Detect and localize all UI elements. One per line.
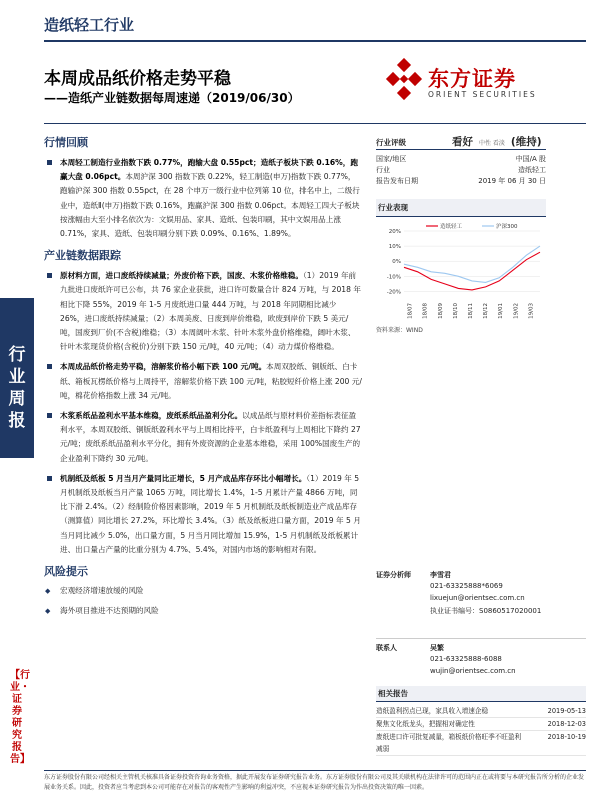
section-heading-review: 行情回顾 bbox=[44, 136, 88, 149]
info-key: 国家/地区 bbox=[376, 155, 407, 163]
legend-label: 造纸轻工 bbox=[440, 224, 463, 230]
y-tick-label: 0% bbox=[392, 259, 401, 266]
side-report-type: 【行业・证券研究报告】 bbox=[10, 670, 30, 765]
bullet-lead: 本周轻工制造行业指数下跌 0.77%，跑输大盘 0.55pct；造纸子板块下跌 0.16%，跑赢大盘 0.06pct。 bbox=[60, 158, 358, 182]
header-divider bbox=[44, 123, 586, 124]
brand-name-en: ORIENT SECURITIES bbox=[428, 90, 537, 99]
side-tab-label: 行业周报 bbox=[8, 345, 26, 431]
rating-keep: (维持) bbox=[510, 136, 542, 148]
performance-chart bbox=[376, 221, 546, 325]
info-value: 造纸轻工 bbox=[518, 166, 546, 174]
info-row bbox=[376, 176, 546, 187]
rating-label: 行业评级 bbox=[376, 138, 406, 147]
analyst-email-row bbox=[376, 594, 586, 606]
orient-logo-icon bbox=[384, 58, 424, 104]
info-row bbox=[376, 165, 546, 176]
info-key: 行业 bbox=[376, 166, 390, 174]
y-tick-label: -10% bbox=[386, 274, 401, 281]
info-row bbox=[376, 154, 546, 165]
x-tick-label: 18/08 bbox=[422, 303, 429, 319]
report-subtitle: ——造纸产业链数据每周速递（2019/06/30） bbox=[44, 91, 300, 105]
chain-bullet bbox=[44, 269, 362, 354]
y-tick-label: -20% bbox=[386, 289, 401, 296]
contact-phone-row bbox=[376, 655, 586, 667]
related-reports bbox=[376, 686, 586, 756]
report-title: 本周成品纸价格走势平稳 bbox=[44, 69, 231, 89]
contact-email[interactable]: wujin@orientsec.com.cn bbox=[430, 667, 516, 675]
top-divider bbox=[44, 40, 586, 42]
x-tick-label: 18/09 bbox=[437, 303, 444, 319]
related-title[interactable]: 废纸进口许可批复减量，箱板纸价格旺季不旺盈利减弱 bbox=[376, 733, 522, 753]
analyst-license-row bbox=[376, 606, 586, 618]
chain-bullet bbox=[44, 472, 362, 557]
bullet-lead: 机制纸及纸板 5 月当月产量同比正增长，5 月产成品库存环比小幅增长。 bbox=[60, 473, 307, 483]
analyst-email[interactable]: lixuejun@orientsec.com.cn bbox=[430, 594, 525, 602]
analyst-phone-row bbox=[376, 582, 586, 594]
related-date: 2018-12-03 bbox=[547, 720, 586, 728]
performance-heading: 行业表现 bbox=[376, 199, 546, 217]
analyst-phone: 021-63325888*6069 bbox=[430, 582, 503, 590]
footer-divider bbox=[44, 770, 586, 771]
contact-row bbox=[376, 643, 586, 655]
risk-item: ◆ 宏观经济增速放缓的风险 bbox=[44, 585, 362, 597]
y-tick-label: 20% bbox=[388, 229, 401, 235]
main-content bbox=[44, 134, 362, 625]
brand-logo bbox=[384, 58, 584, 108]
bullet-lead: 木浆系纸品盈利水平基本维稳，废纸系纸品盈利分化。 bbox=[60, 411, 243, 421]
x-tick-label: 18/11 bbox=[468, 303, 474, 319]
related-item[interactable] bbox=[376, 731, 586, 756]
bullet-body: 本周双胶纸、铜版纸、白卡纸、箱板瓦楞纸价格与上周持平，溶解浆价格下跌 100 元/吨，粘胶短纤价格上涨 200 元/吨，棉花价格指数上涨 34 元/吨。 bbox=[60, 362, 362, 400]
analyst-name: 李雪君 bbox=[430, 571, 451, 579]
sidebar-info bbox=[376, 134, 546, 334]
performance-chart-svg bbox=[376, 221, 546, 325]
related-date: 2018-10-19 bbox=[547, 733, 586, 741]
bullet-body: （1）2019 年 5 月机制纸及纸板当月产量 1065 万吨，同比增长 1.4%，1-5 月累计产量 4866 万吨，同比下滑 2.4%。（2）经制险价格因素影响，2019 年 5 月机制纸及纸板制造业产成品库存（测算值）同比增长 27.2%，环比增长 3.4%。（3）纸及纸板进口量方面，2019 年 5 月当月同比减少 5.0%，出口量方面，5 月当月同比增加 15.9%，1-5 月机制纸及纸板累计进、出口量占产量的比重分别为 4.7%、5.4%，对国内市场的影响相对有限。 bbox=[60, 473, 361, 554]
sector-title: 造纸轻工行业 bbox=[44, 16, 135, 34]
related-item[interactable] bbox=[376, 718, 586, 731]
series-line bbox=[404, 252, 540, 290]
analyst-license: 执业证书编号：S0860517020001 bbox=[430, 607, 542, 615]
chain-bullet bbox=[44, 360, 362, 403]
x-tick-label: 18/07 bbox=[407, 303, 414, 319]
related-item[interactable] bbox=[376, 705, 586, 718]
rating-row bbox=[376, 134, 546, 150]
contact-email-row bbox=[376, 667, 586, 679]
x-tick-label: 18/12 bbox=[483, 303, 490, 319]
contact-name: 吴繁 bbox=[430, 644, 444, 652]
related-heading: 相关报告 bbox=[376, 686, 586, 702]
analyst-label: 证券分析师 bbox=[376, 571, 411, 579]
info-key: 报告发布日期 bbox=[376, 177, 418, 185]
related-title[interactable]: 造纸盈利拐点已现，家具收入增速企稳 bbox=[376, 707, 489, 715]
bullet-body: 本周沪深 300 指数下跌 0.22%，轻工制造(申万)指数下跌 0.77%，跑输沪深 300 指数 0.55pct，在 28 个申万一级行业中位列第 10 位，排名中上，二级行业中，造纸Ⅱ(申万)指数下跌 0.16%，跑赢沪深 300 指数 0.06pct。本周轻工四大子板块按涨幅由大至小排名依次为：文娱用品、家具、造纸、包装印刷，其中文娱用品上涨 0.71%，家具、造纸、包装印刷分别下跌 0.09%、0.16%、1.89%。 bbox=[60, 172, 360, 239]
brand-name-cn: 东方证券 bbox=[428, 67, 516, 91]
related-date: 2019-05-13 bbox=[547, 707, 586, 715]
legend-label: 沪深300 bbox=[496, 224, 518, 230]
y-tick-label: 10% bbox=[388, 244, 401, 251]
bullet-body: 以成品纸与原材料价差指标表征盈利水平，本周双胶纸、铜版纸盈利水平与上周相比持平，白卡纸盈利与上周相比下降约 27 元/吨；废纸系纸品盈利水平分化，拥有外废资源的企业基本维稳，采用 100%国废生产的企业盈利下降约 30 元/吨。 bbox=[60, 411, 361, 463]
analyst-row bbox=[376, 570, 586, 582]
section-heading-risk: 风险提示 bbox=[44, 565, 88, 579]
contact-label: 联系人 bbox=[376, 644, 397, 652]
section-heading-chain: 产业链数据跟踪 bbox=[44, 249, 121, 263]
rating-options: 中性 看淡 bbox=[479, 140, 505, 147]
chart-source: 资料来源：WIND bbox=[376, 327, 423, 334]
x-tick-label: 19/01 bbox=[498, 303, 505, 319]
chain-bullet bbox=[44, 409, 362, 466]
info-value: 2019 年 06 月 30 日 bbox=[478, 177, 546, 185]
rating-value: 看好 bbox=[452, 136, 473, 148]
contact-phone: 021-63325888-6088 bbox=[430, 655, 502, 663]
disclaimer: 东方证券股份有限公司经相关主管机关核准具备证券投资咨询业务资格，据此开展发布证券研究报告业务。东方证券股份有限公司及其关联机构在法律许可的范围内正在或将要与本研究报告所分析的企业发展业务关系。因此，投资者应当考虑到本公司可能存在对报告的客观性产生影响的利益冲突，不应视本证券研究报告为作出投资决策的唯一因素。 bbox=[44, 774, 585, 791]
x-tick-label: 19/03 bbox=[528, 303, 535, 319]
related-title[interactable]: 聚焦文化纸龙头，把握相对确定性 bbox=[376, 720, 475, 728]
x-tick-label: 19/02 bbox=[513, 303, 520, 319]
review-bullet bbox=[44, 156, 362, 241]
bullet-lead: 原材料方面，进口废纸持续减量；外废价格下跌，国废、木浆价格维稳。 bbox=[60, 271, 303, 281]
info-value: 中国/A 股 bbox=[515, 155, 546, 163]
series-line bbox=[404, 246, 540, 282]
divider bbox=[376, 638, 586, 639]
x-tick-label: 18/10 bbox=[452, 303, 459, 319]
analyst-block bbox=[376, 570, 586, 679]
bullet-body: （1）2019 年前九批进口废纸许可已公布，共 76 家企业获批，进口许可数量合计 824 万吨，与 2018 年相比下降 55%，2019 年 1-5 月废纸进口量 444 万吨，与 2018 年同期相比减少 26%，进口废纸持续减量；（2）本周美废、日废到岸价维稳，欧废到岸价下跌 5 美元/吨，国废到厂价(不含税)维稳；（3）本周阔叶木浆、针叶木浆外盘价格维稳，阔叶木浆、针叶木浆现货价格(含税价)分别下跌 150 元/吨，40 元/吨；（4）动力煤价格维稳。 bbox=[60, 271, 361, 352]
bullet-lead: 本周成品纸价格走势平稳，溶解浆价格小幅下跌 100 元/吨。 bbox=[60, 362, 267, 372]
risk-item: ◆ 海外项目推进不达预期的风险 bbox=[44, 605, 362, 617]
